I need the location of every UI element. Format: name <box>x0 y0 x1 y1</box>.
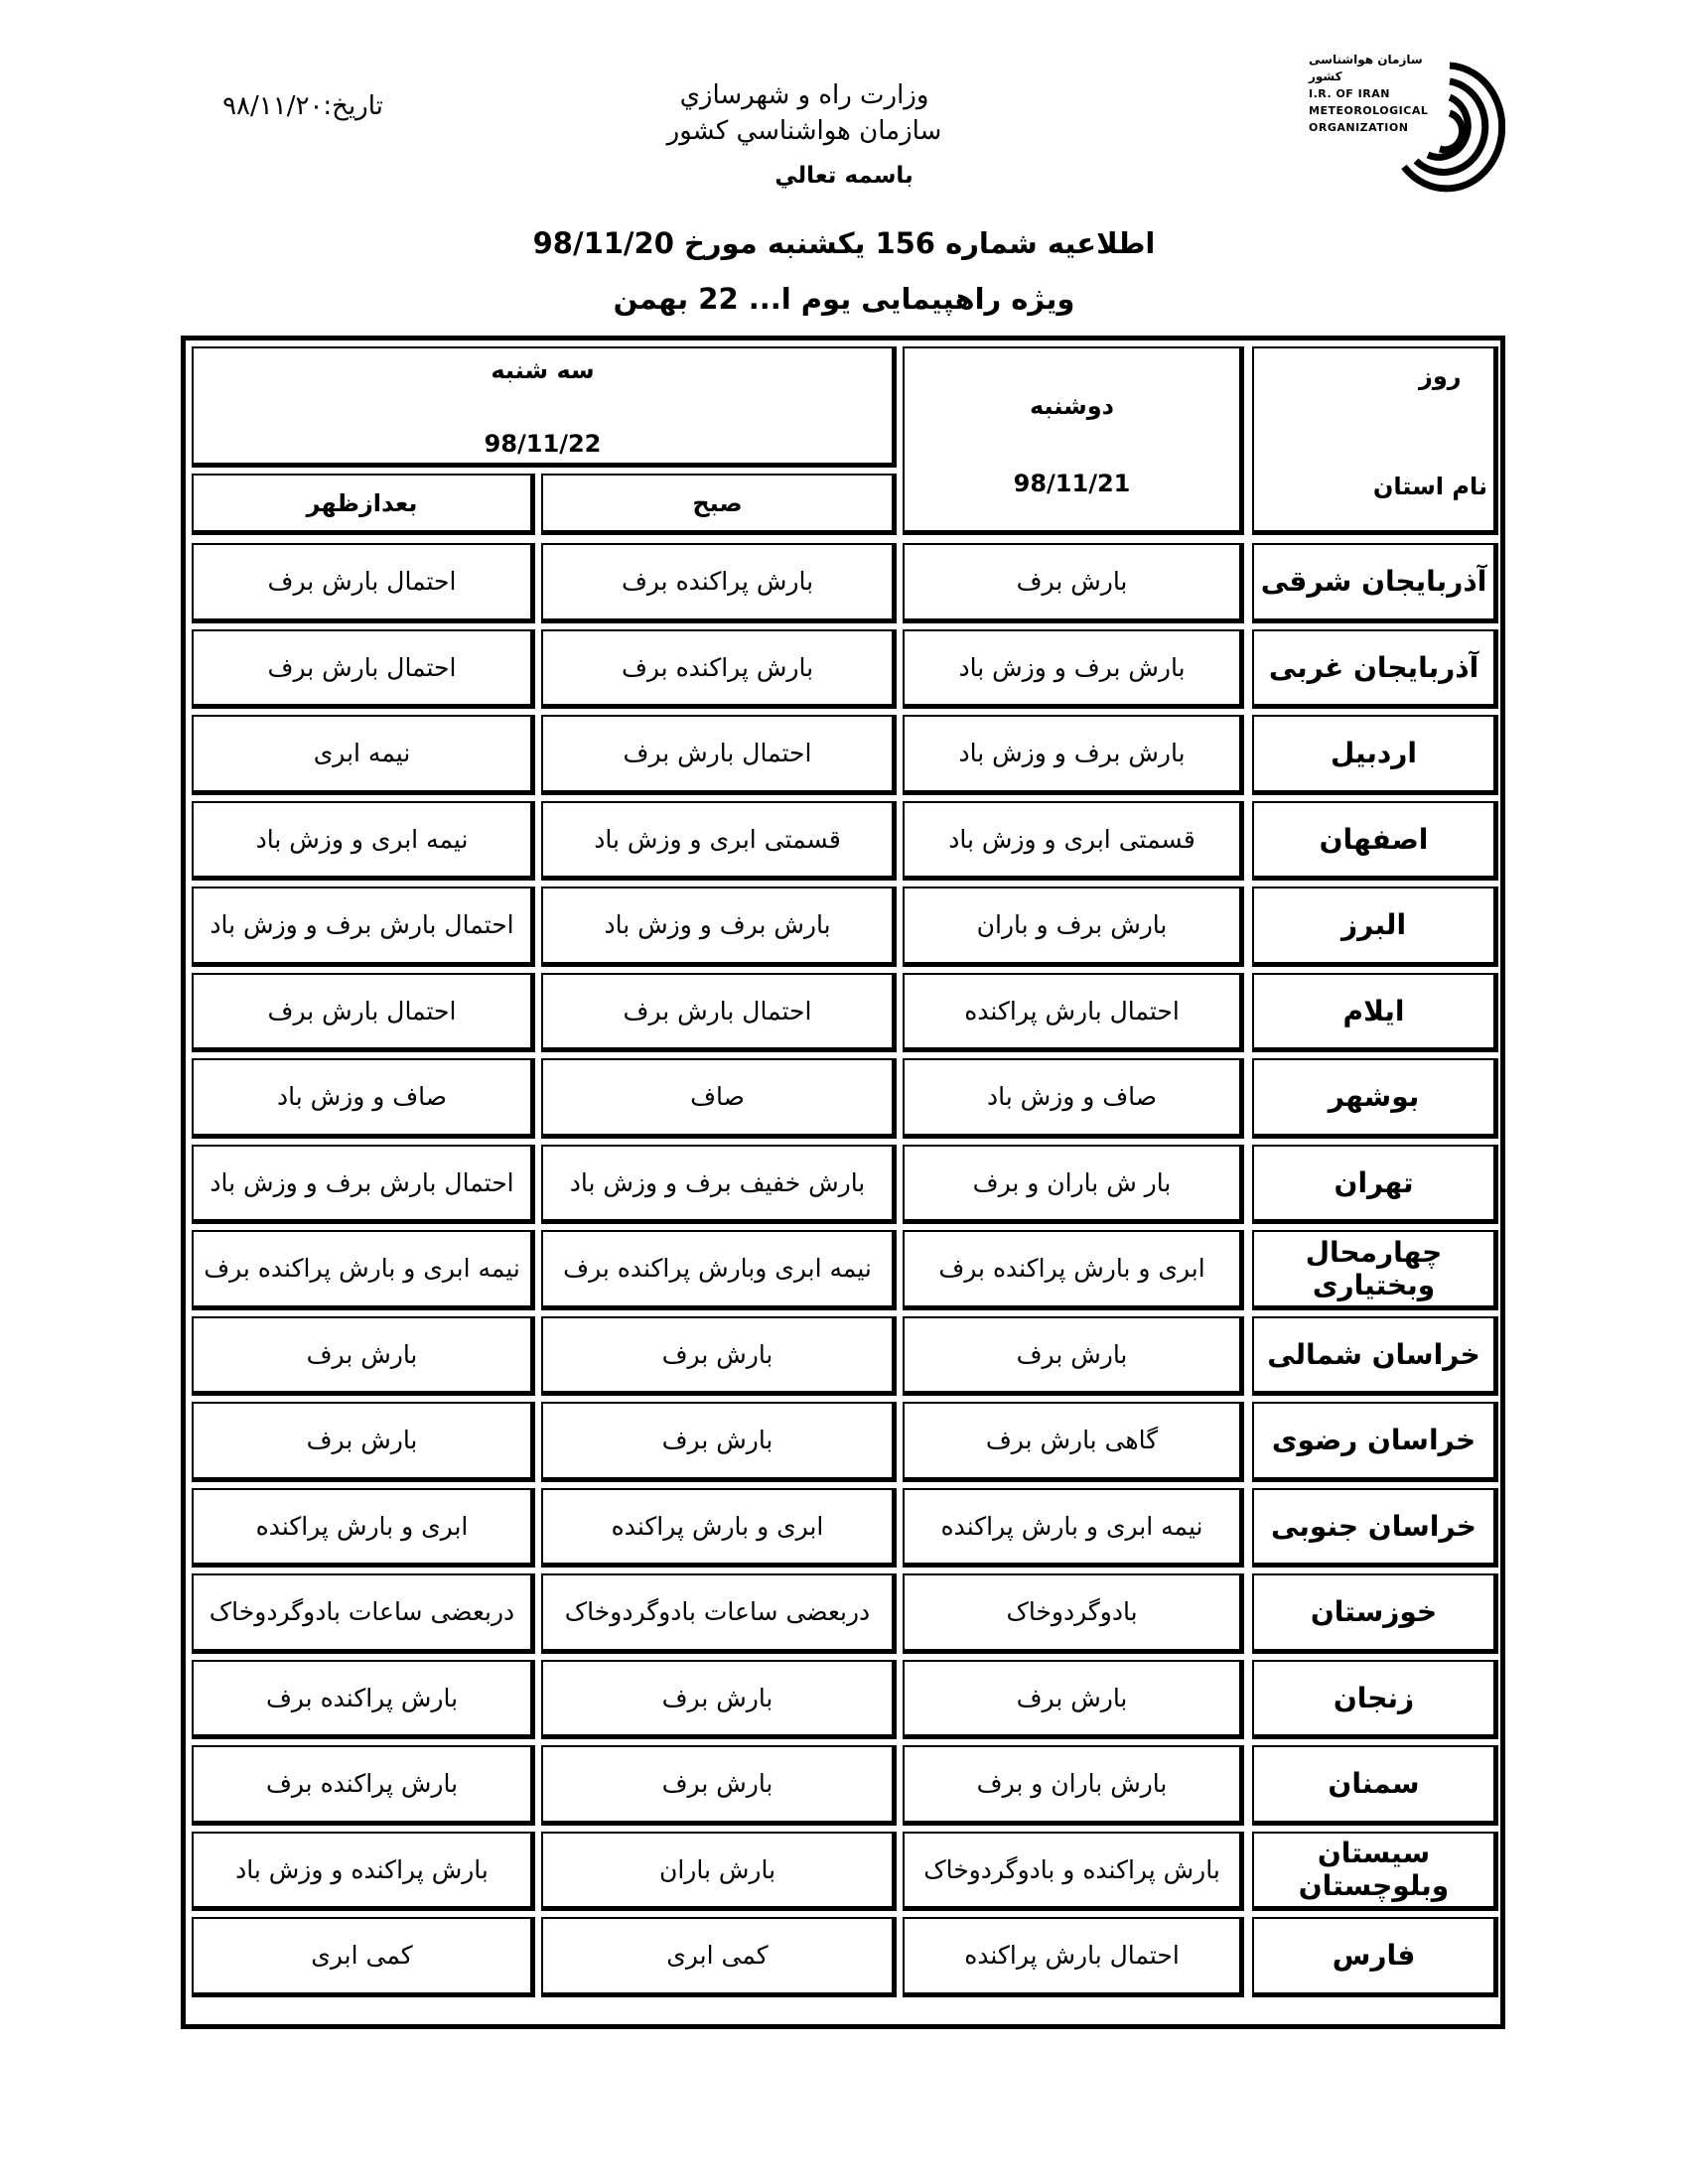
tuesday-morning-forecast-cell <box>541 1402 897 1482</box>
tuesday-morning-forecast-cell <box>541 801 897 882</box>
province-cell-text: آذربایجان غربی <box>1268 650 1479 684</box>
ministry-header <box>635 77 973 149</box>
province-cell-text: البرز <box>1340 908 1407 942</box>
tuesday-afternoon-forecast-cell <box>192 1745 535 1826</box>
monday-forecast-cell <box>903 1316 1244 1397</box>
province-cell <box>1252 629 1498 710</box>
tuesday-afternoon-forecast-cell-text: کمی ابری <box>311 1941 413 1971</box>
logo-english-line-2: METEOROLOGICAL <box>1309 104 1429 117</box>
basmale-heading: باسمه تعالي <box>774 163 914 189</box>
tuesday-afternoon-forecast-cell-text: احتمال بارش برف و وزش باد <box>210 1167 514 1197</box>
monday-forecast-cell-text: بارش برف <box>1016 1339 1128 1369</box>
header-province-cell <box>1252 346 1498 535</box>
tuesday-morning-forecast-cell <box>541 1917 897 1997</box>
tuesday-afternoon-forecast-cell-text: بارش برف <box>306 1339 418 1369</box>
tuesday-morning-forecast-cell <box>541 1488 897 1569</box>
tuesday-afternoon-forecast-cell-text: نیمه ابری <box>313 739 411 768</box>
header-afternoon-label: بعدازظهر <box>306 488 418 517</box>
province-cell-text: تهران <box>1334 1165 1414 1199</box>
notice-subtitle: ویژه راهپیمایی یوم ا... 22 بهمن <box>613 282 1075 316</box>
province-cell <box>1252 1402 1498 1482</box>
header-afternoon-cell <box>192 474 535 535</box>
monday-forecast-cell-text: گاهی بارش برف <box>985 1426 1159 1455</box>
monday-forecast-cell <box>903 1832 1244 1912</box>
meteorological-organization-logo <box>1309 52 1507 201</box>
monday-forecast-cell <box>903 1058 1244 1139</box>
tuesday-morning-forecast-cell-text: نیمه ابری وبارش پراکنده برف <box>563 1254 872 1284</box>
province-cell <box>1252 1488 1498 1569</box>
header-tuesday-cell <box>192 346 897 468</box>
monday-forecast-cell <box>903 543 1244 623</box>
tuesday-morning-forecast-cell <box>541 1230 897 1310</box>
tuesday-afternoon-forecast-cell-text: نیمه ابری و وزش باد <box>255 824 469 854</box>
province-cell-text: زنجان <box>1333 1681 1415 1714</box>
monday-forecast-cell-text: بارش باران و برف <box>976 1769 1168 1799</box>
tuesday-morning-forecast-cell-text: بارش پراکنده برف <box>621 567 814 597</box>
tuesday-afternoon-forecast-cell <box>192 973 535 1053</box>
province-cell-text: خوزستان <box>1310 1595 1438 1629</box>
tuesday-afternoon-forecast-cell <box>192 1316 535 1397</box>
tuesday-morning-forecast-cell <box>541 1316 897 1397</box>
tuesday-morning-forecast-cell <box>541 629 897 710</box>
tuesday-afternoon-forecast-cell-text: بارش پراکنده و وزش باد <box>235 1854 489 1884</box>
province-cell <box>1252 973 1498 1053</box>
tuesday-morning-forecast-cell-text: ابری و بارش پراکنده <box>611 1511 824 1541</box>
logo-english-line-3: ORGANIZATION <box>1309 121 1409 134</box>
monday-forecast-cell-text: بارش برف و وزش باد <box>958 652 1186 682</box>
tuesday-morning-forecast-cell <box>541 1145 897 1225</box>
tuesday-afternoon-forecast-cell <box>192 1230 535 1310</box>
tuesday-morning-forecast-cell <box>541 543 897 623</box>
province-cell-text: خراسان رضوی <box>1271 1424 1477 1457</box>
tuesday-afternoon-forecast-cell <box>192 1058 535 1139</box>
tuesday-afternoon-forecast-cell-text: دربعضی ساعات بادوگردوخاک <box>209 1597 515 1627</box>
monday-forecast-cell-text: بارش برف و باران <box>976 910 1168 940</box>
tuesday-morning-forecast-cell <box>541 1573 897 1654</box>
monday-forecast-cell <box>903 629 1244 710</box>
province-cell-text: اردبیل <box>1330 737 1418 770</box>
monday-forecast-cell-text: نیمه ابری و بارش پراکنده <box>940 1511 1203 1541</box>
tuesday-morning-forecast-cell-text: بارش برف <box>661 1426 774 1455</box>
monday-forecast-cell <box>903 1402 1244 1482</box>
province-cell-text: اصفهان <box>1319 822 1429 856</box>
logo-persian-text: سازمان هواشناسی کشور <box>1309 53 1423 83</box>
province-cell-text: آذربایجان شرقی <box>1260 565 1487 599</box>
header-monday-cell <box>903 346 1244 535</box>
province-cell <box>1252 1745 1498 1826</box>
province-cell <box>1252 715 1498 795</box>
tuesday-afternoon-forecast-cell <box>192 1832 535 1912</box>
header-tuesday-date: 98/11/22 <box>484 430 602 458</box>
tuesday-afternoon-forecast-cell <box>192 1488 535 1569</box>
logo-english-line-1: I.R. OF IRAN <box>1309 87 1390 100</box>
monday-forecast-cell-text: احتمال بارش پراکنده <box>964 1941 1180 1971</box>
monday-forecast-cell-text: بارش پراکنده و بادوگردوخاک <box>923 1854 1220 1884</box>
tuesday-afternoon-forecast-cell-text: بارش پراکنده برف <box>265 1683 459 1712</box>
monday-forecast-cell-text: بادوگردوخاک <box>1006 1597 1138 1627</box>
header-day-label: روز <box>1419 362 1462 390</box>
ministry-line-2: سازمان هواشناسي كشور <box>666 116 942 146</box>
tuesday-afternoon-forecast-cell-text: احتمال بارش برف و وزش باد <box>210 910 514 940</box>
monday-forecast-cell-text: بار ش باران و برف <box>972 1167 1172 1197</box>
tuesday-afternoon-forecast-cell-text: نیمه ابری و بارش پراکنده برف <box>204 1254 520 1284</box>
tuesday-afternoon-forecast-cell <box>192 715 535 795</box>
tuesday-morning-forecast-cell-text: بارش برف <box>661 1769 774 1799</box>
monday-forecast-cell <box>903 1488 1244 1569</box>
monday-forecast-cell <box>903 887 1244 967</box>
header-monday-date: 98/11/21 <box>1013 470 1131 497</box>
province-cell <box>1252 1058 1498 1139</box>
monday-forecast-cell <box>903 801 1244 882</box>
tuesday-morning-forecast-cell-text: دربعضی ساعات بادوگردوخاک <box>564 1597 871 1627</box>
tuesday-afternoon-forecast-cell <box>192 543 535 623</box>
ministry-line-1: وزارت راه و شهرسازي <box>679 80 929 110</box>
tuesday-afternoon-forecast-cell <box>192 1145 535 1225</box>
tuesday-morning-forecast-cell <box>541 1745 897 1826</box>
province-cell-text: چهارمحال وبختیاری <box>1305 1235 1443 1301</box>
monday-forecast-cell-text: بارش برف و وزش باد <box>958 739 1186 768</box>
tuesday-morning-forecast-cell-text: بارش خفیف برف و وزش باد <box>569 1167 866 1197</box>
tuesday-morning-forecast-cell-text: احتمال بارش برف <box>623 739 812 768</box>
spiral-emblem-icon <box>1394 58 1505 197</box>
tuesday-morning-forecast-cell-text: کمی ابری <box>666 1941 769 1971</box>
tuesday-morning-forecast-cell-text: بارش پراکنده برف <box>621 652 814 682</box>
province-cell-text: بوشهر <box>1328 1080 1420 1114</box>
tuesday-morning-forecast-cell-text: بارش باران <box>658 1854 776 1884</box>
header-monday-label: دوشنبه <box>1030 392 1114 420</box>
province-cell <box>1252 1230 1498 1310</box>
tuesday-afternoon-forecast-cell-text: بارش پراکنده برف <box>265 1769 459 1799</box>
monday-forecast-cell <box>903 973 1244 1053</box>
province-cell <box>1252 887 1498 967</box>
tuesday-morning-forecast-cell-text: بارش برف و وزش باد <box>604 910 831 940</box>
province-cell-text: خراسان شمالی <box>1267 1337 1480 1371</box>
tuesday-afternoon-forecast-cell <box>192 1573 535 1654</box>
monday-forecast-cell <box>903 1917 1244 1997</box>
header-tuesday-label: سه شنبه <box>491 356 595 384</box>
tuesday-afternoon-forecast-cell <box>192 629 535 710</box>
monday-forecast-cell <box>903 1660 1244 1740</box>
monday-forecast-cell <box>903 1145 1244 1225</box>
tuesday-afternoon-forecast-cell-text: احتمال بارش برف <box>267 996 457 1025</box>
monday-forecast-cell-text: قسمتی ابری و وزش باد <box>948 824 1196 854</box>
province-cell <box>1252 543 1498 623</box>
monday-forecast-cell-text: بارش برف <box>1016 567 1128 597</box>
province-cell <box>1252 801 1498 882</box>
tuesday-afternoon-forecast-cell <box>192 801 535 882</box>
tuesday-afternoon-forecast-cell <box>192 1402 535 1482</box>
notice-title: اطلاعيه شماره 156 يكشنبه مورخ 98/11/20 <box>532 226 1156 260</box>
forecast-table <box>181 336 1505 2029</box>
tuesday-morning-forecast-cell <box>541 1058 897 1139</box>
tuesday-afternoon-forecast-cell-text: صاف و وزش باد <box>276 1082 448 1112</box>
document-date: تاریخ:۹۸/۱۱/۲۰ <box>222 91 383 121</box>
monday-forecast-cell <box>903 1230 1244 1310</box>
tuesday-morning-forecast-cell-text: قسمتی ابری و وزش باد <box>594 824 841 854</box>
province-cell-text: سیستان وبلوچستان <box>1298 1837 1450 1903</box>
header-morning-label: صبح <box>692 488 743 517</box>
header-morning-cell <box>541 474 897 535</box>
tuesday-afternoon-forecast-cell-text: احتمال بارش برف <box>267 652 457 682</box>
tuesday-morning-forecast-cell <box>541 973 897 1053</box>
tuesday-afternoon-forecast-cell-text: احتمال بارش برف <box>267 567 457 597</box>
tuesday-morning-forecast-cell <box>541 1660 897 1740</box>
province-cell <box>1252 1573 1498 1654</box>
tuesday-morning-forecast-cell-text: بارش برف <box>661 1339 774 1369</box>
monday-forecast-cell <box>903 1745 1244 1826</box>
tuesday-morning-forecast-cell <box>541 887 897 967</box>
province-cell-text: سمنان <box>1328 1767 1420 1801</box>
tuesday-morning-forecast-cell <box>541 715 897 795</box>
tuesday-afternoon-forecast-cell <box>192 1660 535 1740</box>
tuesday-afternoon-forecast-cell <box>192 887 535 967</box>
province-cell-text: خراسان جنوبی <box>1271 1509 1477 1543</box>
province-cell <box>1252 1145 1498 1225</box>
province-cell <box>1252 1316 1498 1397</box>
monday-forecast-cell-text: صاف و وزش باد <box>986 1082 1158 1112</box>
monday-forecast-cell <box>903 715 1244 795</box>
monday-forecast-cell-text: ابری و بارش پراکنده برف <box>938 1254 1205 1284</box>
tuesday-morning-forecast-cell <box>541 1832 897 1912</box>
tuesday-morning-forecast-cell-text: صاف <box>690 1082 745 1112</box>
header-province-label: نام استان <box>1372 473 1487 500</box>
monday-forecast-cell-text: احتمال بارش پراکنده <box>964 996 1180 1025</box>
province-cell-text: فارس <box>1332 1939 1416 1973</box>
province-cell <box>1252 1832 1498 1912</box>
monday-forecast-cell-text: بارش برف <box>1016 1683 1128 1712</box>
tuesday-morning-forecast-cell-text: بارش برف <box>661 1683 774 1712</box>
province-cell-text: ایلام <box>1342 994 1405 1027</box>
tuesday-morning-forecast-cell-text: احتمال بارش برف <box>623 996 812 1025</box>
tuesday-afternoon-forecast-cell-text: ابری و بارش پراکنده <box>255 1511 469 1541</box>
province-cell <box>1252 1917 1498 1997</box>
tuesday-afternoon-forecast-cell <box>192 1917 535 1997</box>
tuesday-afternoon-forecast-cell-text: بارش برف <box>306 1426 418 1455</box>
monday-forecast-cell <box>903 1573 1244 1654</box>
province-cell <box>1252 1660 1498 1740</box>
